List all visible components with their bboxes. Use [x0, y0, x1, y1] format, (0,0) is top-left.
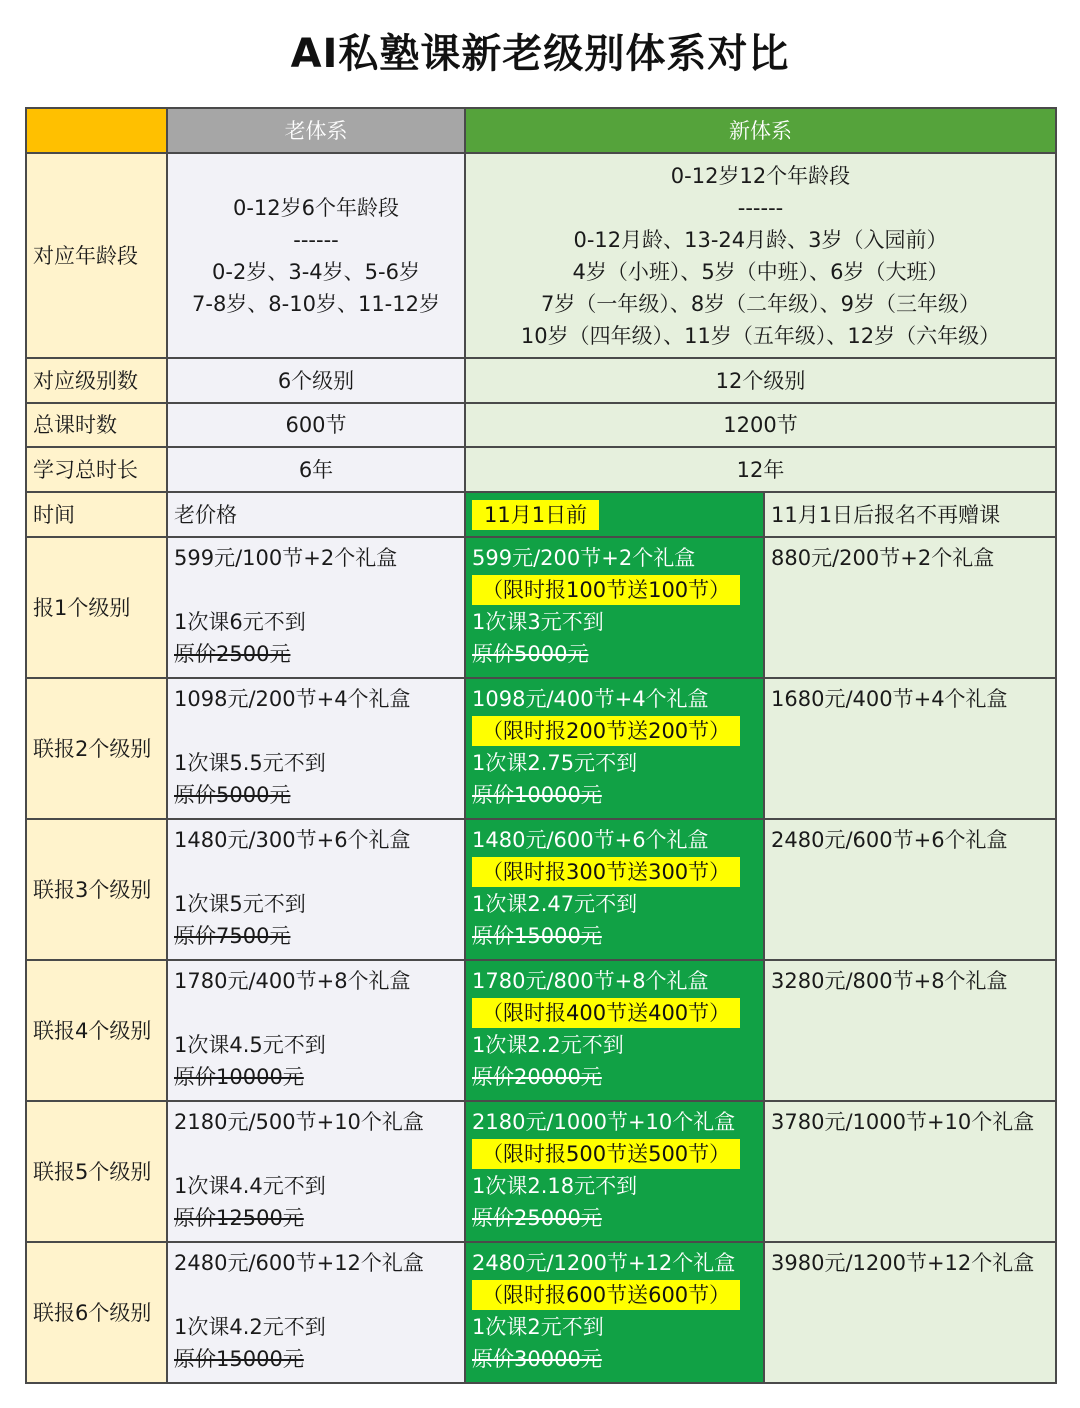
page-title: AI私塾课新老级别体系对比 [290, 31, 790, 77]
new-price: 599元/200节+2个礼盒 [472, 546, 696, 570]
new-price-cell [465, 537, 764, 678]
promo-badge: （限时报600节送600节） [472, 1280, 740, 1310]
old-price: 2180元/500节+10个礼盒 [174, 1110, 424, 1134]
header-corner-cell [26, 108, 167, 153]
table-row [26, 537, 1056, 678]
row-label-age: 对应年龄段 [26, 153, 167, 358]
old-price: 1480元/300节+6个礼盒 [174, 828, 411, 852]
header-row [26, 108, 1056, 153]
after-price-cell: 3780元/1000节+10个礼盒 [764, 1101, 1056, 1242]
old-original-price: 原价5000元 [174, 783, 291, 807]
new-original-price: 原价10000元 [472, 783, 602, 807]
comparison-table [25, 107, 1057, 1384]
old-price: 1780元/400节+8个礼盒 [174, 969, 411, 993]
age-new-line: 7岁（一年级）、8岁（二年级）、9岁（三年级） [540, 291, 981, 316]
old-original-price: 原价12500元 [174, 1206, 304, 1230]
after-price-cell: 1680元/400节+4个礼盒 [764, 678, 1056, 819]
after-price-cell: 3980元/1200节+12个礼盒 [764, 1242, 1056, 1383]
row-label-duration: 学习总时长 [26, 447, 167, 492]
new-price: 2480元/1200节+12个礼盒 [472, 1251, 736, 1275]
new-original-price: 原价5000元 [472, 642, 589, 666]
promo-badge: （限时报400节送400节） [472, 998, 740, 1028]
new-per-class: 1次课3元不到 [472, 610, 604, 634]
levels-new-cell: 12个级别 [465, 358, 1056, 403]
promo-badge: （限时报200节送200节） [472, 716, 740, 746]
old-per-class: 1次课5.5元不到 [174, 751, 326, 775]
new-original-price: 原价30000元 [472, 1347, 602, 1371]
time-row [26, 492, 1056, 537]
row-label-package: 联报4个级别 [26, 960, 167, 1101]
age-new-line: 0-12岁12个年龄段 [670, 163, 851, 188]
promo-badge: （限时报100节送100节） [472, 575, 740, 605]
new-per-class: 1次课2.47元不到 [472, 892, 638, 916]
old-per-class: 1次课6元不到 [174, 610, 306, 634]
old-price-cell [167, 537, 465, 678]
table-row [26, 1101, 1056, 1242]
age-old-line: 0-12岁6个年龄段 [232, 195, 400, 220]
old-price-cell [167, 678, 465, 819]
table-row [26, 1242, 1056, 1383]
age-old-line: ------ [293, 227, 339, 252]
hours-new-cell: 1200节 [465, 403, 1056, 447]
new-per-class: 1次课2.18元不到 [472, 1174, 638, 1198]
duration-old-cell: 6年 [167, 447, 465, 492]
new-per-class: 1次课2元不到 [472, 1315, 604, 1339]
old-price-cell [167, 1242, 465, 1383]
new-original-price: 原价20000元 [472, 1065, 602, 1089]
new-price-cell [465, 1101, 764, 1242]
header-new-system: 新体系 [465, 108, 1056, 153]
header-old-system: 老体系 [167, 108, 465, 153]
new-per-class: 1次课2.2元不到 [472, 1033, 624, 1057]
old-per-class: 1次课4.4元不到 [174, 1174, 326, 1198]
age-old-cell [167, 153, 465, 358]
row-label-levels: 对应级别数 [26, 358, 167, 403]
promo-badge: （限时报300节送300节） [472, 857, 740, 887]
old-per-class: 1次课5元不到 [174, 892, 306, 916]
new-price-cell [465, 819, 764, 960]
new-per-class: 1次课2.75元不到 [472, 751, 638, 775]
table-row [26, 960, 1056, 1101]
old-original-price: 原价10000元 [174, 1065, 304, 1089]
time-after-cell: 11月1日后报名不再赠课 [764, 492, 1056, 537]
new-original-price: 原价15000元 [472, 924, 602, 948]
age-new-line: 4岁（小班）、5岁（中班）、6岁（大班） [572, 259, 949, 284]
new-price-cell [465, 1242, 764, 1383]
new-original-price: 原价25000元 [472, 1206, 602, 1230]
table-row [26, 819, 1056, 960]
hours-old-cell: 600节 [167, 403, 465, 447]
duration-row [26, 447, 1056, 492]
old-per-class: 1次课4.2元不到 [174, 1315, 326, 1339]
levels-row [26, 358, 1056, 403]
table-row [26, 678, 1056, 819]
after-price-cell: 2480元/600节+6个礼盒 [764, 819, 1056, 960]
old-price: 599元/100节+2个礼盒 [174, 546, 398, 570]
new-price: 1780元/800节+8个礼盒 [472, 969, 709, 993]
old-price-cell [167, 1101, 465, 1242]
row-label-package: 报1个级别 [26, 537, 167, 678]
deadline-badge: 11月1日前 [472, 500, 599, 530]
new-price-cell [465, 678, 764, 819]
age-new-line: 10岁（四年级）、11岁（五年级）、12岁（六年级） [520, 323, 1001, 348]
age-row [26, 153, 1056, 358]
duration-new-cell: 12年 [465, 447, 1056, 492]
age-new-cell [465, 153, 1056, 358]
new-price-cell [465, 960, 764, 1101]
row-label-hours: 总课时数 [26, 403, 167, 447]
old-price: 1098元/200节+4个礼盒 [174, 687, 411, 711]
time-old-cell: 老价格 [167, 492, 465, 537]
old-original-price: 原价2500元 [174, 642, 291, 666]
after-price-cell: 3280元/800节+8个礼盒 [764, 960, 1056, 1101]
age-old-line: 7-8岁、8-10岁、11-12岁 [192, 291, 440, 316]
old-price: 2480元/600节+12个礼盒 [174, 1251, 424, 1275]
new-price: 2180元/1000节+10个礼盒 [472, 1110, 736, 1134]
row-label-package: 联报5个级别 [26, 1101, 167, 1242]
after-price-cell: 880元/200节+2个礼盒 [764, 537, 1056, 678]
age-old-line: 0-2岁、3-4岁、5-6岁 [212, 259, 420, 284]
old-per-class: 1次课4.5元不到 [174, 1033, 326, 1057]
levels-old-cell: 6个级别 [167, 358, 465, 403]
old-price-cell [167, 960, 465, 1101]
age-new-line: ------ [737, 195, 784, 220]
hours-row [26, 403, 1056, 447]
old-price-cell [167, 819, 465, 960]
time-before-cell [465, 492, 764, 537]
row-label-package: 联报3个级别 [26, 819, 167, 960]
row-label-time: 时间 [26, 492, 167, 537]
old-original-price: 原价15000元 [174, 1347, 304, 1371]
promo-badge: （限时报500节送500节） [472, 1139, 740, 1169]
row-label-package: 联报6个级别 [26, 1242, 167, 1383]
new-price: 1098元/400节+4个礼盒 [472, 687, 709, 711]
age-new-line: 0-12月龄、13-24月龄、3岁（入园前） [573, 227, 948, 252]
old-original-price: 原价7500元 [174, 924, 291, 948]
new-price: 1480元/600节+6个礼盒 [472, 828, 709, 852]
row-label-package: 联报2个级别 [26, 678, 167, 819]
